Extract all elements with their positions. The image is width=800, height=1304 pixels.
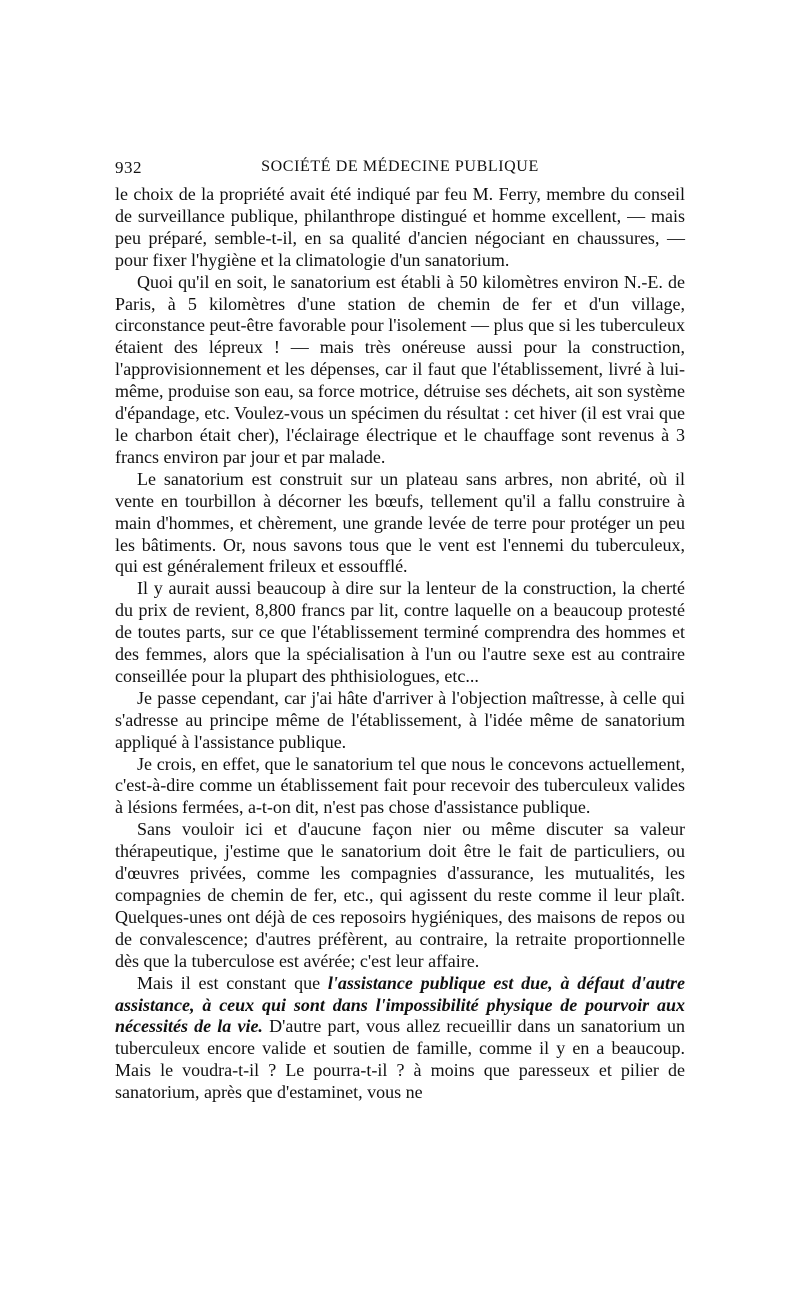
paragraph: Je passe cependant, car j'ai hâte d'arriver à l'objection maîtresse, à celle qui s'adresse au principe même de l'établissement, à l'idée même de sanatorium appliqué à l'assistance publique. bbox=[115, 687, 685, 752]
running-head: SOCIÉTÉ DE MÉDECINE PUBLIQUE bbox=[261, 158, 539, 175]
paragraph bbox=[115, 973, 685, 1104]
paragraph: Je crois, en effet, que le sanatorium tel que nous le concevons actuellement, c'est-à-dire comme un établissement fait pour recevoir des tuberculeux valides à lésions fermées, a-t-on dit, n'est pas chose d'assistance publique. bbox=[115, 753, 685, 818]
document-page bbox=[115, 158, 685, 1104]
body-text bbox=[115, 184, 685, 1104]
page-header bbox=[115, 158, 685, 182]
paragraph: Quoi qu'il en soit, le sanatorium est établi à 50 kilomètres environ N.-E. de Paris, à 5 kilomètres d'une station de chemin de fer et d'un village, circonstance peut-être favorable pour l'isolement — plus que si les tuberculeux étaient des lépreux ! — mais très onéreuse aussi pour la construction, l'approvisionnement et les dépenses, car il faut que l'établissement, livré à lui-même, produise son eau, sa force motrice, détruise ses déchets, ait son système d'épandage, etc. Voulez-vous un spécimen du résultat : cet hiver (il est vrai que le charbon était cher), l'éclairage électrique et le chauffage sont revenus à 3 francs environ par jour et par malade. bbox=[115, 271, 685, 467]
page-number: 932 bbox=[115, 158, 142, 177]
paragraph: Sans vouloir ici et d'aucune façon nier ou même discuter sa valeur thérapeutique, j'estime que le sanatorium doit être le fait de particuliers, ou d'œuvres privées, comme les compagnies d'assurance, les mutualités, les compagnies de chemin de fer, etc., qui agissent du reste comme il leur plaît. Quelques-unes ont déjà de ces reposoirs hygiéniques, des maisons de repos ou de convalescence; d'autres préfèrent, au contraire, la retraite proportionnelle dès que la tuberculose est avérée; c'est leur affaire. bbox=[115, 819, 685, 971]
paragraph: Le sanatorium est construit sur un plateau sans arbres, non abrité, où il vente en tourbillon à décorner les bœufs, tellement qu'il a fallu construire à main d'hommes, et chèrement, une grande levée de terre pour protéger un peu les bâtiments. Or, nous savons tous que le vent est l'ennemi du tuberculeux, qui est généralement frileux et essoufflé. bbox=[115, 468, 685, 577]
emphasized-passage: l'assistance publique est due, à défaut d'autre assistance, à ceux qui sont dans l'impossibilité physique de pourvoir aux nécessités de la vie. bbox=[115, 972, 685, 1037]
paragraph-continuation: le choix de la propriété avait été indiqué par feu M. Ferry, membre du conseil de surveillance publique, philanthrope distingué et homme excellent, — mais peu préparé, semble-t-il, en sa qualité d'ancien négociant en chaussures, — pour fixer l'hygiène et la climatologie d'un sanatorium. bbox=[115, 184, 685, 270]
paragraph-lead: Mais il est constant que bbox=[137, 972, 328, 993]
paragraph-rest: D'autre part, vous allez recueillir dans un sanatorium un tuberculeux encore valide et soutien de famille, comme il y en a beaucoup. Mais le voudra-t-il ? Le pourra-t-il ? à moins que paresseux et pilier de sanatorium, après que d'estaminet, vous ne bbox=[115, 1016, 685, 1103]
paragraph: Il y aurait aussi beaucoup à dire sur la lenteur de la construction, la cherté du prix de revient, 8,800 francs par lit, contre laquelle on a beaucoup protesté de toutes parts, sur ce que l'établissement terminé comprendra des hommes et des femmes, alors que la spécialisation à l'un ou l'autre sexe est au contraire conseillée pour la plupart des phthisiologues, etc... bbox=[115, 578, 685, 686]
